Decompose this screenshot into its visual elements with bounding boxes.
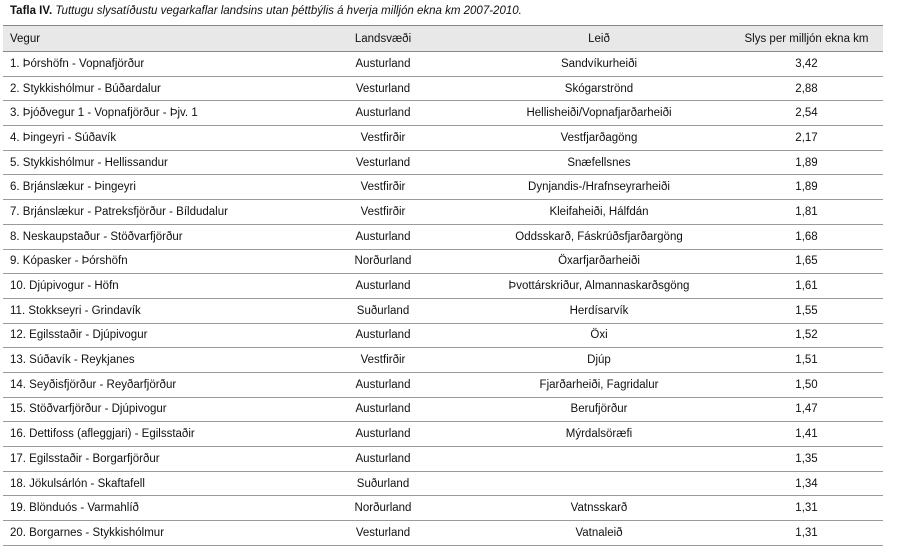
cell-road: 5. Stykkishólmur - Hellissandur <box>3 150 298 175</box>
cell-rate: 3,42 <box>730 52 883 77</box>
cell-region: Vesturland <box>298 76 468 101</box>
table-row <box>3 298 883 323</box>
cell-route: Sandvíkurheiði <box>468 52 730 77</box>
cell-route: Oddsskarð, Fáskrúðsfjarðargöng <box>468 224 730 249</box>
column-header-route: Leið <box>468 26 730 52</box>
column-header-rate: Slys per milljón ekna km <box>730 26 883 52</box>
table-row <box>3 249 883 274</box>
cell-route: Dynjandis-/Hrafnseyrarheiði <box>468 175 730 200</box>
column-header-road: Vegur <box>3 26 298 52</box>
cell-road: 4. Þingeyri - Súðavík <box>3 126 298 151</box>
table-row <box>3 175 883 200</box>
cell-route: Herdísarvík <box>468 298 730 323</box>
cell-region: Suðurland <box>298 298 468 323</box>
table-row <box>3 422 883 447</box>
cell-rate: 1,47 <box>730 397 883 422</box>
cell-road: 15. Stöðvarfjörður - Djúpivogur <box>3 397 298 422</box>
cell-route: Vatnsskarð <box>468 496 730 521</box>
cell-region: Austurland <box>298 422 468 447</box>
cell-road: 14. Seyðisfjörður - Reyðarfjörður <box>3 372 298 397</box>
cell-rate: 1,51 <box>730 348 883 373</box>
cell-route: Snæfellsnes <box>468 150 730 175</box>
table-caption <box>10 5 522 17</box>
cell-road: 10. Djúpivogur - Höfn <box>3 274 298 299</box>
cell-region: Vestfirðir <box>298 126 468 151</box>
table-row <box>3 447 883 472</box>
cell-route: Vestfjarðagöng <box>468 126 730 151</box>
accident-table <box>3 25 883 546</box>
cell-rate: 1,52 <box>730 323 883 348</box>
cell-rate: 1,89 <box>730 150 883 175</box>
cell-region: Austurland <box>298 397 468 422</box>
cell-road: 20. Borgarnes - Stykkishólmur <box>3 521 298 546</box>
cell-rate: 1,55 <box>730 298 883 323</box>
cell-rate: 1,50 <box>730 372 883 397</box>
cell-route: Skógarströnd <box>468 76 730 101</box>
cell-region: Norðurland <box>298 249 468 274</box>
cell-road: 6. Brjánslækur - Þingeyri <box>3 175 298 200</box>
cell-route: Öxarfjarðarheiði <box>468 249 730 274</box>
caption-text: Tuttugu slysatíðustu vegarkaflar landsins utan þéttbýlis á hverja milljón ekna km 2007-2010. <box>55 5 522 17</box>
cell-region: Vestfirðir <box>298 348 468 373</box>
table-row <box>3 150 883 175</box>
cell-road: 7. Brjánslækur - Patreksfjörður - Bíldudalur <box>3 200 298 225</box>
cell-road: 17. Egilsstaðir - Borgarfjörður <box>3 447 298 472</box>
cell-road: 2. Stykkishólmur - Búðardalur <box>3 76 298 101</box>
table-header <box>3 26 883 52</box>
cell-route <box>468 447 730 472</box>
caption-label: Tafla IV. <box>10 5 53 17</box>
cell-route: Djúp <box>468 348 730 373</box>
cell-rate: 1,35 <box>730 447 883 472</box>
cell-region: Vestfirðir <box>298 200 468 225</box>
cell-route: Öxi <box>468 323 730 348</box>
cell-region: Vestfirðir <box>298 175 468 200</box>
cell-region: Suðurland <box>298 471 468 496</box>
cell-route: Þvottárskriður, Almannaskarðsgöng <box>468 274 730 299</box>
cell-road: 16. Dettifoss (afleggjari) - Egilsstaðir <box>3 422 298 447</box>
cell-region: Austurland <box>298 224 468 249</box>
table-row <box>3 471 883 496</box>
cell-rate: 1,81 <box>730 200 883 225</box>
cell-route: Mýrdalsöræfi <box>468 422 730 447</box>
cell-region: Vesturland <box>298 521 468 546</box>
table-row <box>3 76 883 101</box>
cell-route: Hellisheiði/Vopnafjarðarheiði <box>468 101 730 126</box>
cell-road: 11. Stokkseyri - Grindavík <box>3 298 298 323</box>
cell-region: Austurland <box>298 372 468 397</box>
cell-road: 13. Súðavík - Reykjanes <box>3 348 298 373</box>
cell-region: Austurland <box>298 101 468 126</box>
table-row <box>3 101 883 126</box>
cell-rate: 2,88 <box>730 76 883 101</box>
cell-rate: 1,41 <box>730 422 883 447</box>
cell-rate: 1,31 <box>730 496 883 521</box>
cell-road: 3. Þjóðvegur 1 - Vopnafjörður - Þjv. 1 <box>3 101 298 126</box>
column-header-region: Landsvæði <box>298 26 468 52</box>
table-row <box>3 200 883 225</box>
cell-route: Fjarðarheiði, Fagridalur <box>468 372 730 397</box>
table-row <box>3 274 883 299</box>
cell-route <box>468 471 730 496</box>
cell-route: Kleifaheiði, Hálfdán <box>468 200 730 225</box>
cell-region: Vesturland <box>298 150 468 175</box>
cell-road: 1. Þórshöfn - Vopnafjörður <box>3 52 298 77</box>
table-body <box>3 52 883 546</box>
table-row <box>3 126 883 151</box>
cell-route: Berufjörður <box>468 397 730 422</box>
cell-rate: 1,65 <box>730 249 883 274</box>
table-row <box>3 521 883 546</box>
header-row <box>3 26 883 52</box>
table-row <box>3 496 883 521</box>
cell-road: 9. Kópasker - Þórshöfn <box>3 249 298 274</box>
cell-region: Austurland <box>298 274 468 299</box>
table-row <box>3 397 883 422</box>
cell-route: Vatnaleið <box>468 521 730 546</box>
cell-road: 18. Jökulsárlón - Skaftafell <box>3 471 298 496</box>
cell-rate: 2,54 <box>730 101 883 126</box>
cell-region: Norðurland <box>298 496 468 521</box>
table-row <box>3 224 883 249</box>
cell-rate: 2,17 <box>730 126 883 151</box>
cell-road: 8. Neskaupstaður - Stöðvarfjörður <box>3 224 298 249</box>
cell-region: Austurland <box>298 52 468 77</box>
cell-rate: 1,68 <box>730 224 883 249</box>
cell-region: Austurland <box>298 447 468 472</box>
cell-road: 19. Blönduós - Varmahlíð <box>3 496 298 521</box>
cell-rate: 1,89 <box>730 175 883 200</box>
table-row <box>3 323 883 348</box>
table-row <box>3 52 883 77</box>
cell-road: 12. Egilsstaðir - Djúpivogur <box>3 323 298 348</box>
table-row <box>3 372 883 397</box>
cell-rate: 1,61 <box>730 274 883 299</box>
table-row <box>3 348 883 373</box>
cell-region: Austurland <box>298 323 468 348</box>
cell-rate: 1,31 <box>730 521 883 546</box>
cell-rate: 1,34 <box>730 471 883 496</box>
